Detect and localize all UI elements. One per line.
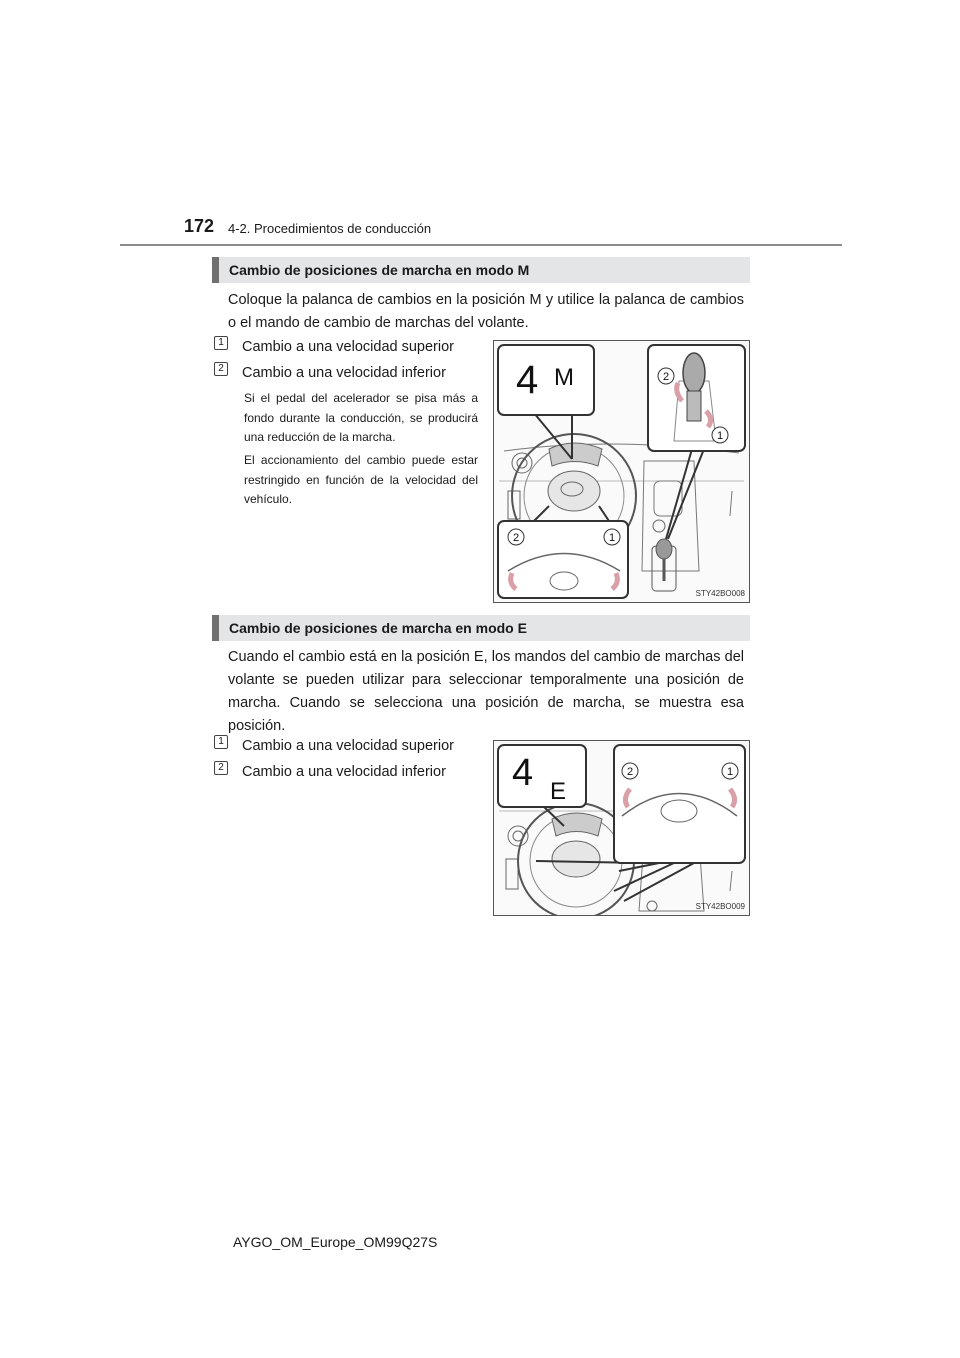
step-label: Cambio a una velocidad superior xyxy=(242,339,454,355)
step-number-badge: 1 xyxy=(214,735,228,749)
section-e-intro: Cuando el cambio está en la posición E, los mandos del cambio de marchas del volante se pueden utilizar para seleccionar temporalmente una posición de marcha. Cuando se selecciona una posición de marcha, se muestra esa posición. xyxy=(228,649,744,734)
step-label: Cambio a una velocidad inferior xyxy=(242,764,446,780)
section-e-title: Cambio de posiciones de marcha en modo E xyxy=(212,615,750,641)
header-rule xyxy=(120,244,842,246)
section-m-step-2 xyxy=(214,363,446,383)
section-m-title: Cambio de posiciones de marcha en modo M xyxy=(212,257,750,283)
section-m-note-1: Si el pedal del acelerador se pisa más a fondo durante la conducción, se producirá una reducción de la marcha. xyxy=(244,391,478,444)
callout-shift-up: 1 xyxy=(716,430,724,442)
figure-m-mode xyxy=(493,340,750,603)
step-number-badge: 1 xyxy=(214,336,228,350)
figure-m-code: STY42BO008 xyxy=(695,589,745,598)
gear-mode: E xyxy=(550,778,567,805)
gear-digit: 4 xyxy=(516,358,539,402)
section-e-step-1 xyxy=(214,736,454,756)
step-number-badge: 2 xyxy=(214,362,228,376)
callout-shift-down: 2 xyxy=(662,371,670,383)
figure-e-mode xyxy=(493,740,750,916)
step-number-badge: 2 xyxy=(214,761,228,775)
step-label: Cambio a una velocidad superior xyxy=(242,738,454,754)
callout-paddle-up: 1 xyxy=(726,766,734,778)
gear-mode: M xyxy=(554,364,574,391)
callout-paddle-up: 1 xyxy=(608,532,616,544)
gear-digit: 4 xyxy=(512,752,534,794)
step-label: Cambio a una velocidad inferior xyxy=(242,365,446,381)
page-number: 172 xyxy=(184,216,215,236)
section-m-intro: Coloque la palanca de cambios en la posición M y utilice la palanca de cambios o el mando de cambio de marchas del volante. xyxy=(228,292,744,331)
figure-e-code: STY42BO009 xyxy=(695,902,745,911)
section-e-step-2 xyxy=(214,762,446,782)
running-header: 4-2. Procedimientos de conducción xyxy=(228,221,432,236)
section-m-step-1 xyxy=(214,337,454,357)
callout-paddle-down: 2 xyxy=(512,532,520,544)
footer-doc-code: AYGO_OM_Europe_OM99Q27S xyxy=(233,1234,438,1250)
callout-paddle-down: 2 xyxy=(626,766,634,778)
section-m-note-2: El accionamiento del cambio puede estar restringido en función de la velocidad del vehículo. xyxy=(244,453,478,506)
